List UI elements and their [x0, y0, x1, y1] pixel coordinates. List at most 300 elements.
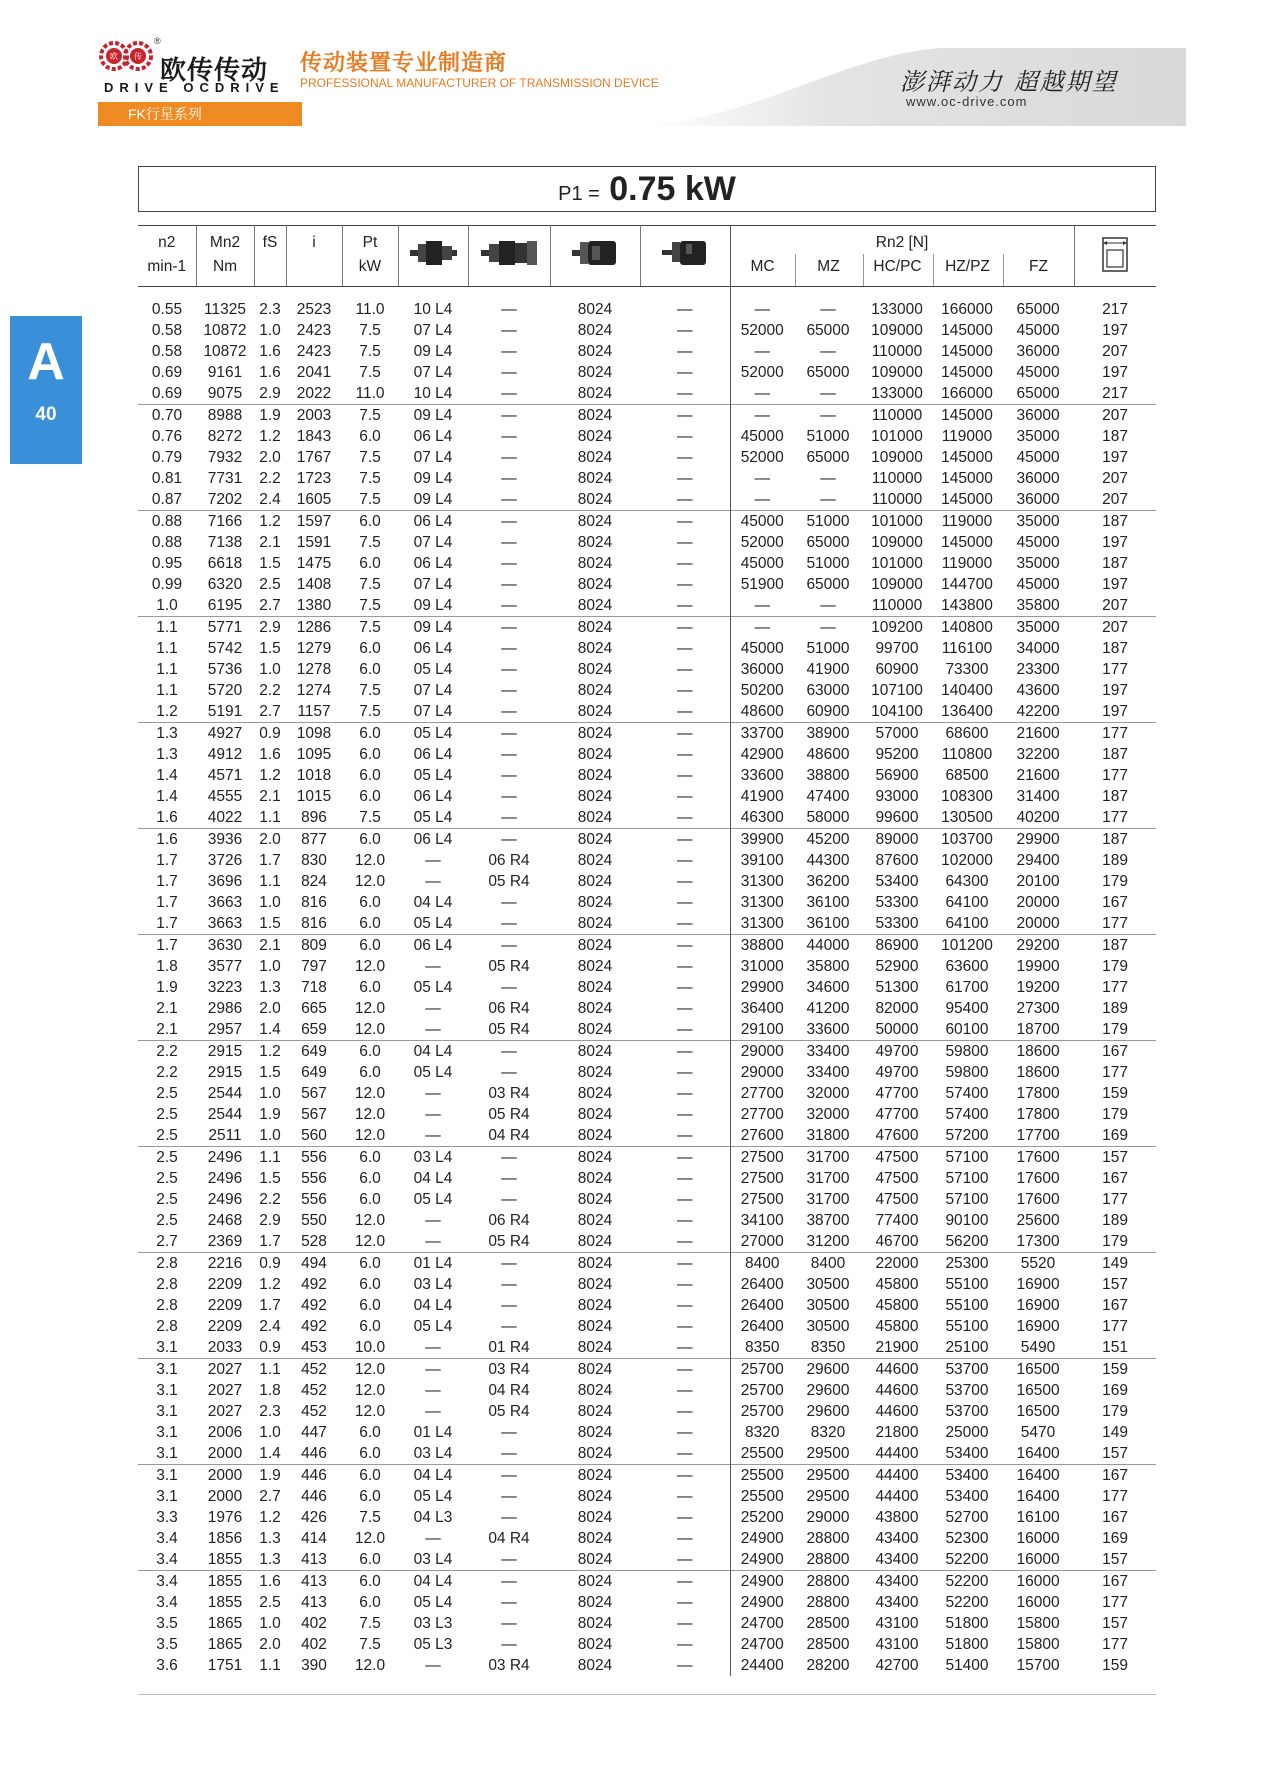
- cell-hcpc: 44400: [875, 1445, 919, 1462]
- cell-right: —: [501, 788, 517, 805]
- cell-fz: 45000: [1016, 534, 1060, 551]
- cell-hcpc: 110000: [871, 343, 923, 360]
- cell-fs: 0.9: [254, 723, 286, 745]
- cell-mc: 25500: [740, 1445, 784, 1462]
- cell-hzpz: 145000: [941, 322, 993, 339]
- cell-inline: 09 L4: [413, 491, 453, 508]
- cell-pt: 6.0: [342, 1571, 398, 1593]
- cell-weight: 167: [1102, 1297, 1128, 1314]
- cell-fs: 1.4: [259, 1445, 281, 1462]
- cell-hzpz: 136400: [941, 703, 993, 720]
- cell-right: —: [468, 1571, 550, 1593]
- cell-mz: 45200: [794, 829, 862, 851]
- cell-inline: 07 L4: [413, 322, 453, 339]
- cell-mn2: 7166: [196, 511, 254, 533]
- cell-right: —: [501, 534, 517, 551]
- cell-pt: 7.5: [359, 470, 381, 487]
- cell-mn2: 3223: [207, 979, 243, 996]
- cell-fz: 16400: [1002, 1465, 1074, 1487]
- cell-inline: —: [425, 1233, 441, 1250]
- cell-fz: 15800: [1016, 1615, 1060, 1632]
- cell-weight: 197: [1102, 534, 1128, 551]
- cell-hzpz: 57200: [945, 1127, 989, 1144]
- cell-motor: 8024: [577, 1339, 613, 1356]
- cell-inline: 06 L4: [413, 428, 453, 445]
- cell-foot: —: [640, 1231, 730, 1253]
- cell-fz: 15700: [1016, 1657, 1060, 1674]
- cell-foot: —: [640, 1422, 730, 1443]
- cell-mn2: 3630: [196, 935, 254, 957]
- cell-n2: 3.1: [138, 1465, 196, 1487]
- cell-mn2: 1856: [207, 1530, 243, 1547]
- cell-mc: 24700: [740, 1615, 784, 1632]
- cell-foot: —: [640, 1401, 730, 1422]
- cell-mn2: 5771: [196, 617, 254, 639]
- cell-i: 446: [301, 1488, 327, 1505]
- cell-mn2: 2957: [207, 1021, 243, 1038]
- table-row: [138, 638, 1156, 659]
- cell-fz: 36000: [1016, 470, 1060, 487]
- cell-motor: 8024: [550, 405, 640, 427]
- table-row: [138, 1274, 1156, 1295]
- cell-fs: 1.7: [259, 1233, 281, 1250]
- cell-mn2: 11325: [204, 301, 246, 318]
- cell-pt: 7.5: [359, 1615, 381, 1632]
- cell-motor: 8024: [577, 1021, 613, 1038]
- cell-mc: 27500: [740, 1191, 784, 1208]
- svg-text:欧: 欧: [110, 52, 118, 61]
- cell-n2: 1.6: [138, 829, 196, 851]
- cell-motor: 8024: [577, 1615, 613, 1632]
- cell-motor: 8024: [550, 935, 640, 957]
- cell-mn2: 2000: [207, 1488, 243, 1505]
- cell-fs: 1.6: [259, 343, 281, 360]
- table-row: [138, 362, 1156, 383]
- cell-weight: 169: [1102, 1127, 1128, 1144]
- cell-mc: 29900: [740, 979, 784, 996]
- table-row: [138, 1592, 1156, 1613]
- cell-i: 413: [301, 1594, 327, 1611]
- cell-mn2: 3663: [207, 894, 243, 911]
- table-row: [138, 447, 1156, 468]
- cell-fz: 18600: [1016, 1064, 1060, 1081]
- svg-text:传: 传: [134, 52, 142, 61]
- cell-motor: 8024: [577, 301, 613, 318]
- cell-mz: 29000: [806, 1509, 850, 1526]
- cell-fs: 1.1: [254, 1147, 286, 1169]
- cell-motor: 8024: [577, 364, 613, 381]
- cell-n2: 2.5: [156, 1106, 178, 1123]
- cell-inline: 04 L4: [413, 1297, 453, 1314]
- cell-mc: 24900: [730, 1571, 794, 1593]
- cell-hcpc: 89000: [862, 829, 932, 851]
- cell-n2: 2.8: [156, 1276, 178, 1293]
- cell-weight: 157: [1102, 1276, 1128, 1293]
- table-row: [138, 829, 1156, 851]
- cell-pt: 7.5: [359, 534, 381, 551]
- cell-fs: 1.9: [254, 405, 286, 427]
- rn2-header: Rn2 [N]: [875, 234, 929, 251]
- cell-motor: 8024: [550, 1571, 640, 1593]
- cell-pt: 7.5: [359, 1636, 381, 1653]
- cell-motor: 8024: [577, 428, 613, 445]
- cell-hcpc: 43400: [875, 1594, 919, 1611]
- cell-inline: 09 L4: [398, 405, 468, 427]
- cell-mz: 28500: [806, 1636, 850, 1653]
- cell-n2: 0.70: [138, 405, 196, 427]
- cell-fs: 2.7: [259, 703, 281, 720]
- cell-mc: 25700: [730, 1359, 794, 1381]
- cell-inline: —: [425, 1021, 441, 1038]
- cell-foot: —: [640, 1443, 730, 1465]
- cell-i: 797: [301, 958, 327, 975]
- cell-hzpz: 59800: [932, 1041, 1002, 1063]
- cell-weight: 177: [1102, 1318, 1128, 1335]
- cell-i: 413: [301, 1551, 327, 1568]
- cell-inline: —: [425, 852, 441, 869]
- cell-weight: 197: [1102, 449, 1128, 466]
- cell-mz: 36200: [806, 873, 850, 890]
- col-motor-flange: [550, 226, 640, 287]
- cell-inline: 01 L4: [398, 1253, 468, 1275]
- cell-mc: —: [730, 405, 794, 427]
- section-side-tab[interactable]: [10, 316, 82, 464]
- cell-mz: 33400: [806, 1064, 850, 1081]
- cell-hzpz: 119000: [941, 555, 993, 572]
- cell-fz: 45000: [1016, 449, 1060, 466]
- cell-fz: 45000: [1016, 364, 1060, 381]
- cell-fs: 1.0: [259, 661, 281, 678]
- cell-foot: —: [640, 426, 730, 447]
- cell-weight: 217: [1102, 301, 1128, 318]
- cell-pt: 7.5: [359, 322, 381, 339]
- cell-hcpc: 101000: [871, 428, 923, 445]
- cell-mn2: 3577: [207, 958, 243, 975]
- cell-fz: 65000: [1016, 301, 1060, 318]
- cell-mn2: 2027: [207, 1403, 243, 1420]
- col-i: i: [286, 226, 342, 287]
- cell-hcpc: 50000: [875, 1021, 919, 1038]
- cell-foot: —: [640, 1168, 730, 1189]
- cell-hzpz: 108300: [941, 788, 993, 805]
- cell-i: 452: [286, 1359, 342, 1381]
- cell-fz: 16500: [1016, 1382, 1060, 1399]
- table-row: [138, 850, 1156, 871]
- cell-motor: 8024: [577, 661, 613, 678]
- cell-foot: —: [640, 1316, 730, 1337]
- cell-n2: 0.88: [151, 534, 183, 551]
- cell-motor: 8024: [550, 1147, 640, 1169]
- cell-pt: 6.0: [342, 723, 398, 745]
- cell-right: 01 R4: [488, 1339, 530, 1356]
- logo-chinese-name: 欧传传动: [160, 55, 269, 85]
- cell-mn2: 3663: [207, 915, 243, 932]
- cell-mz: 65000: [806, 534, 850, 551]
- table-row: [138, 574, 1156, 595]
- cell-pt: 12.0: [354, 873, 386, 890]
- cell-hzpz: 57100: [945, 1170, 989, 1187]
- cell-weight: 177: [1102, 1594, 1128, 1611]
- cell-motor: 8024: [577, 1276, 613, 1293]
- cell-foot: —: [640, 341, 730, 362]
- cell-i: 1475: [296, 555, 332, 572]
- cell-mc: 42900: [740, 746, 784, 763]
- cell-motor: 8024: [577, 1191, 613, 1208]
- cell-fz: 16400: [1016, 1445, 1060, 1462]
- cell-weight: 177: [1102, 1488, 1128, 1505]
- cell-hzpz: 130500: [941, 809, 993, 826]
- cell-n2: 3.1: [156, 1339, 178, 1356]
- selection-table: [138, 225, 1156, 1676]
- cell-inline: 07 L4: [413, 534, 453, 551]
- cell-mn2: 1865: [207, 1615, 243, 1632]
- cell-hzpz: 68500: [945, 767, 989, 784]
- cell-right: —: [501, 1318, 517, 1335]
- cell-mc: 45000: [730, 511, 794, 533]
- cell-foot: —: [640, 468, 730, 489]
- cell-weight: 187: [1102, 746, 1128, 763]
- cell-hcpc: 49700: [862, 1041, 932, 1063]
- registered-mark: ®: [154, 36, 161, 46]
- cell-i: 550: [301, 1212, 327, 1229]
- cell-hcpc: 60900: [875, 661, 919, 678]
- cell-pt: 12.0: [354, 1403, 386, 1420]
- cell-inline: 05 L4: [413, 979, 453, 996]
- cell-weight: 187: [1074, 511, 1156, 533]
- cell-fz: 16000: [1016, 1594, 1060, 1611]
- cell-mc: 26400: [740, 1318, 784, 1335]
- cell-i: 1098: [286, 723, 342, 745]
- cell-motor: 8024: [577, 873, 613, 890]
- cell-mc: 45000: [740, 555, 784, 572]
- cell-mn2: 7202: [207, 491, 243, 508]
- cell-mn2: 9161: [207, 364, 243, 381]
- cell-inline: 05 L4: [413, 1191, 453, 1208]
- cell-mn2: 1976: [207, 1509, 243, 1526]
- cell-fz: 17600: [1016, 1170, 1060, 1187]
- cell-n2: 0.58: [151, 343, 183, 360]
- cell-mz: 29600: [794, 1359, 862, 1381]
- cell-motor: 8024: [550, 1253, 640, 1275]
- cell-motor: 8024: [577, 979, 613, 996]
- cell-fs: 2.2: [259, 470, 281, 487]
- cell-i: 1843: [296, 428, 332, 445]
- cell-inline: 07 L4: [413, 576, 453, 593]
- cell-inline: 04 L4: [398, 1571, 468, 1593]
- table-row: [138, 956, 1156, 977]
- cell-n2: 0.58: [151, 322, 183, 339]
- cell-i: 414: [301, 1530, 327, 1547]
- cell-foot: —: [640, 871, 730, 892]
- cell-mz: 31700: [794, 1147, 862, 1169]
- cell-motor: 8024: [577, 1509, 613, 1526]
- cell-weight: 217: [1102, 385, 1128, 402]
- cell-mn2: 1865: [207, 1636, 243, 1653]
- cell-mz: 51000: [806, 640, 850, 657]
- cell-fz: 36000: [1016, 491, 1060, 508]
- cell-inline: —: [425, 1382, 441, 1399]
- col-mz: MZ: [817, 258, 840, 275]
- cell-inline: 04 L4: [413, 894, 453, 911]
- cell-pt: 12.0: [354, 958, 386, 975]
- cell-foot: —: [640, 829, 730, 851]
- cell-hzpz: 52200: [945, 1551, 989, 1568]
- cell-motor: 8024: [577, 1488, 613, 1505]
- cell-weight: 149: [1074, 1253, 1156, 1275]
- cell-pt: 10.0: [354, 1339, 386, 1356]
- cell-weight: 207: [1102, 343, 1128, 360]
- cell-inline: 09 L4: [413, 343, 453, 360]
- cell-mn2: 4022: [207, 809, 243, 826]
- cell-foot: —: [640, 913, 730, 935]
- cell-right: 03 R4: [468, 1359, 550, 1381]
- cell-inline: —: [425, 1339, 441, 1356]
- cell-mc: 52000: [740, 449, 784, 466]
- cell-fs: 1.4: [259, 1021, 281, 1038]
- cell-right: —: [501, 301, 517, 318]
- cell-right: —: [501, 364, 517, 381]
- cell-hcpc: 49700: [875, 1064, 919, 1081]
- cell-mn2: 9075: [207, 385, 243, 402]
- cell-hcpc: 43100: [875, 1615, 919, 1632]
- cell-n2: 2.8: [138, 1253, 196, 1275]
- cell-i: 556: [301, 1170, 327, 1187]
- cell-foot: —: [640, 1295, 730, 1316]
- table-row: [138, 1316, 1156, 1337]
- cell-n2: 3.1: [156, 1424, 178, 1441]
- cell-foot: —: [640, 1337, 730, 1359]
- col-hzpz: HZ/PZ: [945, 258, 990, 275]
- cell-i: 1408: [296, 576, 332, 593]
- cell-pt: 12.0: [354, 1127, 386, 1144]
- table-row: [138, 595, 1156, 617]
- cell-n2: 2.5: [156, 1212, 178, 1229]
- cell-hcpc: 45800: [875, 1276, 919, 1293]
- power-title: [558, 170, 736, 208]
- cell-inline: —: [425, 1403, 441, 1420]
- cell-right: 05 R4: [488, 1106, 530, 1123]
- cell-mz: —: [820, 491, 836, 508]
- cell-fs: 2.1: [259, 534, 281, 551]
- cell-pt: 7.5: [359, 809, 381, 826]
- cell-motor: 8024: [577, 1064, 613, 1081]
- cell-mz: 58000: [806, 809, 850, 826]
- cell-hzpz: 51400: [945, 1657, 989, 1674]
- cell-fz: 29400: [1016, 852, 1060, 869]
- cell-foot: —: [640, 595, 730, 617]
- motor-foot-icon: [660, 238, 710, 268]
- cell-motor: 8024: [577, 534, 613, 551]
- table-row: [138, 1062, 1156, 1083]
- cell-weight: 197: [1102, 322, 1128, 339]
- cell-mc: 27500: [740, 1170, 784, 1187]
- cell-inline: —: [425, 873, 441, 890]
- cell-mc: 24900: [740, 1551, 784, 1568]
- cell-mn2: 10872: [203, 322, 247, 339]
- cell-mz: 29600: [806, 1382, 850, 1399]
- cell-mc: —: [754, 470, 770, 487]
- cell-mn2: 1855: [207, 1594, 243, 1611]
- cell-mn2: 6195: [207, 597, 243, 614]
- cell-pt: 6.0: [359, 746, 381, 763]
- cell-foot: —: [640, 1359, 730, 1381]
- cell-hcpc: 109000: [871, 449, 923, 466]
- cell-mc: 24400: [740, 1657, 784, 1674]
- cell-right: —: [501, 1488, 517, 1505]
- table-row: [138, 1337, 1156, 1359]
- cell-i: 824: [301, 873, 327, 890]
- cell-weight: 167: [1102, 1509, 1128, 1526]
- cell-hzpz: 52200: [945, 1594, 989, 1611]
- table-row: [138, 913, 1156, 935]
- cell-hzpz: 64100: [945, 915, 989, 932]
- cell-inline: 03 L4: [413, 1551, 453, 1568]
- cell-right: 05 R4: [488, 1403, 530, 1420]
- cell-inline: —: [425, 1106, 441, 1123]
- table-row: [138, 341, 1156, 362]
- cell-i: 402: [301, 1636, 327, 1653]
- cell-mc: 25700: [740, 1382, 784, 1399]
- cell-right: —: [501, 809, 517, 826]
- cell-pt: 6.0: [359, 915, 381, 932]
- cell-mz: 28800: [794, 1571, 862, 1593]
- cell-hcpc: 104100: [871, 703, 923, 720]
- cell-hzpz: 145000: [941, 470, 993, 487]
- cell-mc: 52000: [740, 364, 784, 381]
- cell-fs: 2.2: [259, 1191, 281, 1208]
- cell-hzpz: 95400: [945, 1000, 989, 1017]
- cell-right: —: [468, 723, 550, 745]
- cell-pt: 6.0: [359, 1594, 381, 1611]
- cell-hcpc: 42700: [875, 1657, 919, 1674]
- cell-right: —: [468, 405, 550, 427]
- cell-fz: 29200: [1002, 935, 1074, 957]
- cell-inline: 05 L4: [413, 1488, 453, 1505]
- cell-right: 05 R4: [488, 873, 530, 890]
- cell-fs: 1.2: [254, 1041, 286, 1063]
- cell-hcpc: 110000: [871, 597, 923, 614]
- cell-mz: 28800: [806, 1551, 850, 1568]
- website-link[interactable]: www.oc-drive.com: [906, 94, 1028, 109]
- cell-motor: 8024: [577, 1594, 613, 1611]
- cell-hzpz: 119000: [941, 428, 993, 445]
- cell-right: —: [501, 746, 517, 763]
- cell-hzpz: 60100: [945, 1021, 989, 1038]
- cell-fs: 1.2: [259, 428, 281, 445]
- cell-hcpc: 47500: [862, 1147, 932, 1169]
- cell-mn2: 2216: [196, 1253, 254, 1275]
- cell-right: —: [501, 1636, 517, 1653]
- table-row: [138, 1125, 1156, 1147]
- cell-inline: —: [425, 1085, 441, 1102]
- cell-right: —: [501, 1170, 517, 1187]
- cell-foot: —: [640, 1019, 730, 1041]
- cell-hcpc: 110000: [871, 491, 923, 508]
- cell-motor: 8024: [577, 1551, 613, 1568]
- cell-pt: 7.5: [359, 449, 381, 466]
- cell-mc: 39100: [740, 852, 784, 869]
- col-inline-reducer: [398, 226, 468, 287]
- cell-right: —: [501, 767, 517, 784]
- cell-hcpc: 52900: [875, 958, 919, 975]
- table-row: [138, 892, 1156, 913]
- cell-i: 426: [301, 1509, 327, 1526]
- cell-inline: 04 L4: [413, 1170, 453, 1187]
- cell-n2: 3.1: [156, 1382, 178, 1399]
- cell-foot: —: [640, 638, 730, 659]
- table-row: [138, 1231, 1156, 1253]
- cell-foot: —: [640, 807, 730, 829]
